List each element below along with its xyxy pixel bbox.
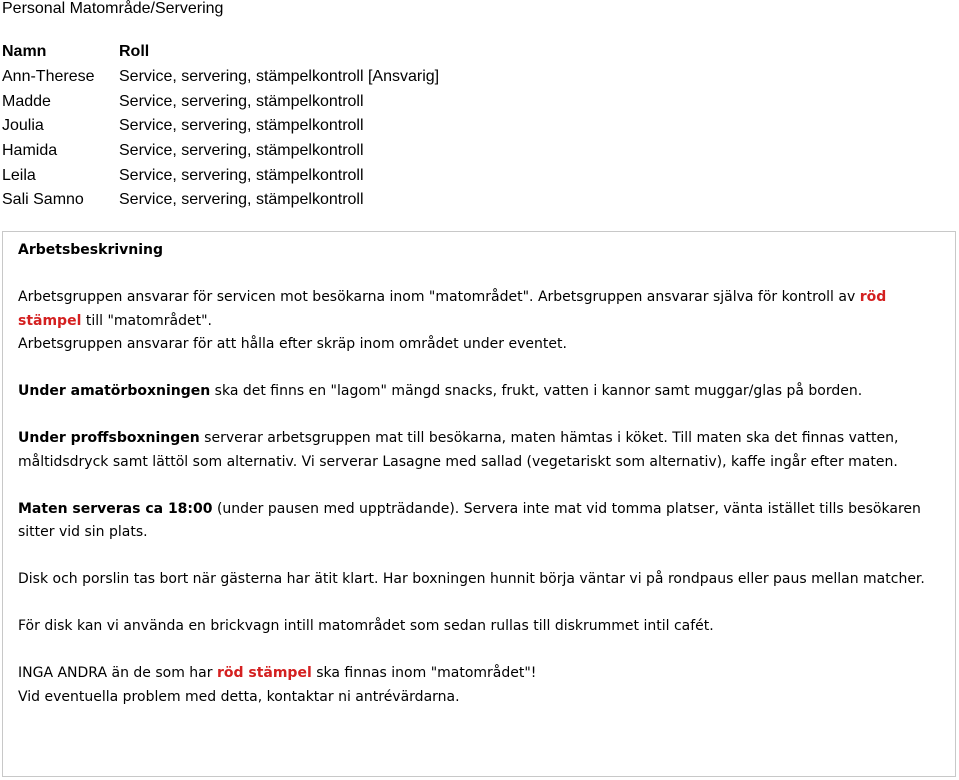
paragraph-pro-boxing: [18, 427, 925, 474]
paragraph-amateur-boxing: [18, 380, 925, 404]
table-row: [2, 89, 439, 114]
table-row: [2, 163, 439, 188]
paragraph-responsibility: [18, 286, 925, 333]
column-header-role: Roll: [119, 43, 150, 61]
staff-role: Service, servering, stämpelkontroll: [119, 117, 364, 135]
staff-role: Service, servering, stämpelkontroll: [119, 166, 364, 184]
staff-name: Leila: [2, 166, 36, 184]
page-title: Personal Matområde/Servering: [2, 0, 224, 17]
staff-name: Joulia: [2, 117, 44, 135]
work-description-box: [2, 231, 956, 777]
red-stamp-highlight: röd stämpel: [216, 665, 312, 681]
paragraph-text: (under pausen med uppträdande). Servera inte mat vid tomma platser, vänta istället tills besökaren sitter vid sin plats.: [18, 500, 921, 540]
paragraph-contact: Vid eventuella problem med detta, kontaktar ni antrévärdarna.: [18, 688, 460, 705]
staff-role: Service, servering, stämpelkontroll: [119, 191, 364, 209]
table-row: [2, 114, 439, 139]
staff-name: Madde: [2, 92, 51, 110]
paragraph-text: ska det finns en "lagom" mängd snacks, frukt, vatten i kannor samt muggar/glas på borden.: [210, 383, 863, 399]
red-stamp-highlight: röd stämpel: [18, 289, 887, 329]
staff-role: Service, servering, stämpelkontroll [Ansvarig]: [119, 68, 440, 86]
paragraph-text: Arbetsgruppen ansvarar för servicen mot besökarna inom "matområdet". Arbetsgruppen ansvarar själva för kontroll av: [18, 289, 856, 305]
table-header-row: [2, 40, 439, 65]
paragraph-text: serverar arbetsgruppen mat till besökarna, maten hämtas i köket. Till maten ska det finnas vatten, måltidsdryck samt lättöl som alternativ. Vi serverar Lasagne med sallad (vegetariskt som alternativ), kaffe ingår efter maten.: [18, 430, 899, 470]
paragraph-dishes: Disk och porslin tas bort när gästerna har ätit klart. Har boxningen hunnit börja väntar vi på rondpaus eller paus mellan matcher.: [18, 571, 925, 587]
paragraph-serving-time: [18, 498, 925, 545]
table-row: [2, 188, 439, 213]
staff-table: [2, 40, 439, 213]
paragraph-access-rule: [18, 662, 925, 686]
section-heading: Arbetsbeskrivning: [18, 242, 164, 258]
column-header-name: Namn: [2, 43, 47, 61]
bold-text: Under proffsboxningen: [18, 430, 200, 446]
table-row: [2, 65, 439, 90]
bold-text: Under amatörboxningen: [18, 383, 211, 399]
table-row: [2, 139, 439, 164]
staff-role: Service, servering, stämpelkontroll: [119, 92, 364, 110]
work-description-content: [18, 239, 925, 709]
paragraph-text: INGA ANDRA än de som har: [18, 665, 217, 681]
paragraph-text: till "matområdet".: [81, 312, 213, 329]
staff-name: Ann-Therese: [2, 68, 95, 86]
staff-name: Sali Samno: [2, 191, 84, 209]
staff-name: Hamida: [2, 142, 58, 160]
paragraph-dish-cart: För disk kan vi använda en brickvagn intill matområdet som sedan rullas till diskrummet intil cafét.: [18, 618, 714, 634]
bold-text: Maten serveras ca 18:00: [18, 500, 213, 517]
staff-role: Service, servering, stämpelkontroll: [119, 142, 364, 160]
paragraph-litter: Arbetsgruppen ansvarar för att hålla efter skräp inom området under eventet.: [18, 336, 567, 352]
paragraph-text: ska finnas inom "matområdet"!: [311, 665, 537, 681]
